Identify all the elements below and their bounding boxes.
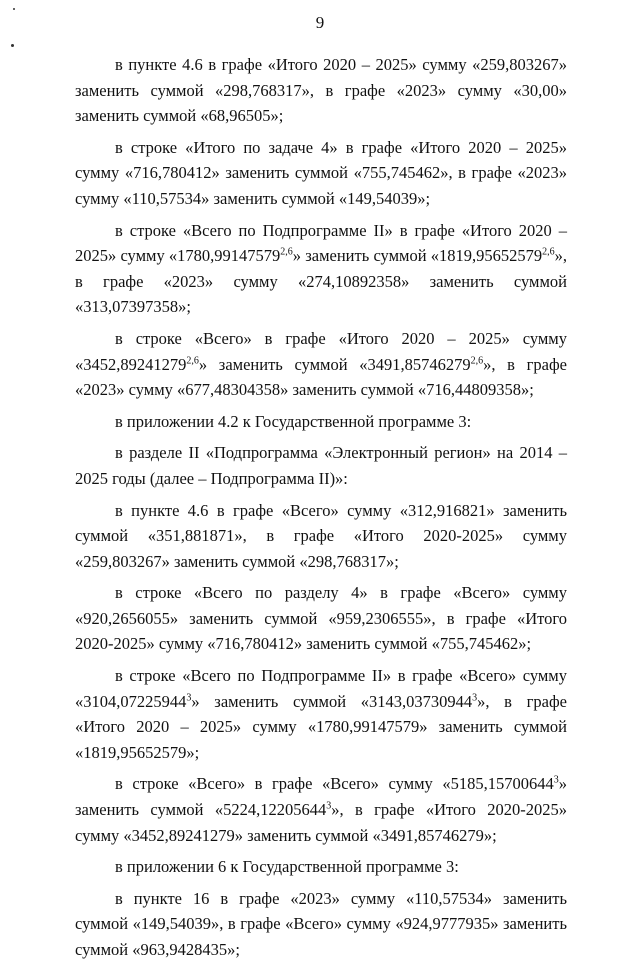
paragraph-text: », в графе «Итого 2020 – 2025» сумму «1780,99147579» заменить суммой «1819,95652579»;	[75, 691, 567, 762]
paragraph-text: в разделе II «Подпрограмма «Электронный регион» на 2014 – 2025 годы (далее – Подпрограмма II)»:	[75, 443, 567, 488]
footnote-superscript: 3	[472, 692, 478, 704]
paragraph-text: », в графе «Итого 2020-2025» сумму «3452,89241279» заменить суммой «3491,85746279»;	[75, 800, 567, 845]
paragraph-text: » заменить суммой «1819,95652579	[292, 246, 543, 266]
footnote-superscript: 3	[326, 800, 332, 812]
paragraph	[75, 580, 567, 657]
footnote-superscript: 2,6	[186, 355, 199, 367]
footnote-superscript: 3	[553, 774, 559, 786]
paragraph	[75, 326, 567, 403]
paragraph-text: в приложении 4.2 к Государственной программе 3:	[115, 411, 472, 431]
paragraph	[75, 886, 567, 963]
paragraph-text: в строке «Всего» в графе «Итого 2020 – 2025» сумму «3452,89241279	[75, 328, 567, 374]
paragraph	[75, 135, 567, 212]
paragraph	[75, 498, 567, 575]
scan-speck	[13, 8, 15, 10]
paragraph-text: в строке «Всего по Подпрограмме II» в графе «Всего» сумму «3104,07225944	[75, 666, 567, 711]
paragraph	[75, 854, 567, 880]
paragraph-text: в строке «Всего по Подпрограмме II» в графе «Итого 2020 – 2025» сумму «1780,99147579	[75, 220, 567, 266]
paragraph	[75, 409, 567, 435]
paragraph-text: в пункте 4.6 в графе «Итого 2020 – 2025» сумму «259,803267» заменить суммой «298,768317», в графе «2023» сумму «30,00» заменить суммой «68,96505»;	[75, 55, 567, 126]
footnote-superscript: 2,6	[470, 355, 484, 367]
footnote-superscript: 2,6	[542, 246, 555, 258]
paragraph	[75, 52, 567, 129]
footnote-superscript: 3	[186, 692, 192, 704]
paragraph-text: в приложении 6 к Государственной программе 3:	[115, 857, 459, 877]
paragraph-text: в строке «Всего» в графе «Всего» сумму «5185,15700644	[115, 774, 554, 794]
paragraph-text: » заменить суммой «3143,03730944	[191, 691, 473, 711]
paragraph-text: », в графе «2023» сумму «677,48304358» заменить суммой «716,44809358»;	[75, 354, 567, 400]
paragraph	[75, 440, 567, 491]
paragraph-text: », в графе «2023» сумму «274,10892358» заменить суммой «313,07397358»;	[75, 246, 567, 317]
scan-speck	[11, 44, 14, 47]
paragraph-text: » заменить суммой «5224,12205644	[75, 774, 567, 820]
paragraph-text: в пункте 16 в графе «2023» сумму «110,57534» заменить суммой «149,54039», в графе «Всего» сумму «924,9777935» заменить суммой «963,9428435»;	[75, 888, 567, 959]
paragraph	[75, 663, 567, 765]
document-body	[75, 52, 567, 969]
paragraph-text: » заменить суммой «3491,85746279	[198, 354, 471, 374]
paragraph-text: в пункте 4.6 в графе «Всего» сумму «312,916821» заменить суммой «351,881871», в графе «Итого 2020-2025» сумму «259,803267» заменить суммой «298,768317»;	[75, 500, 567, 571]
footnote-superscript: 2,6	[280, 246, 293, 258]
page-number: 9	[315, 13, 325, 32]
paragraph-text: в строке «Итого по задаче 4» в графе «Итого 2020 – 2025» сумму «716,780412» заменить суммой «755,745462», в графе «2023» сумму «110,57534» заменить суммой «149,54039»;	[75, 137, 567, 208]
paragraph-text: в строке «Всего по разделу 4» в графе «Всего» сумму «920,2656055» заменить суммой «959,2306555», в графе «Итого 2020-2025» сумму «716,780412» заменить суммой «755,745462»;	[75, 583, 567, 654]
paragraph	[75, 771, 567, 848]
paragraph	[75, 218, 567, 320]
